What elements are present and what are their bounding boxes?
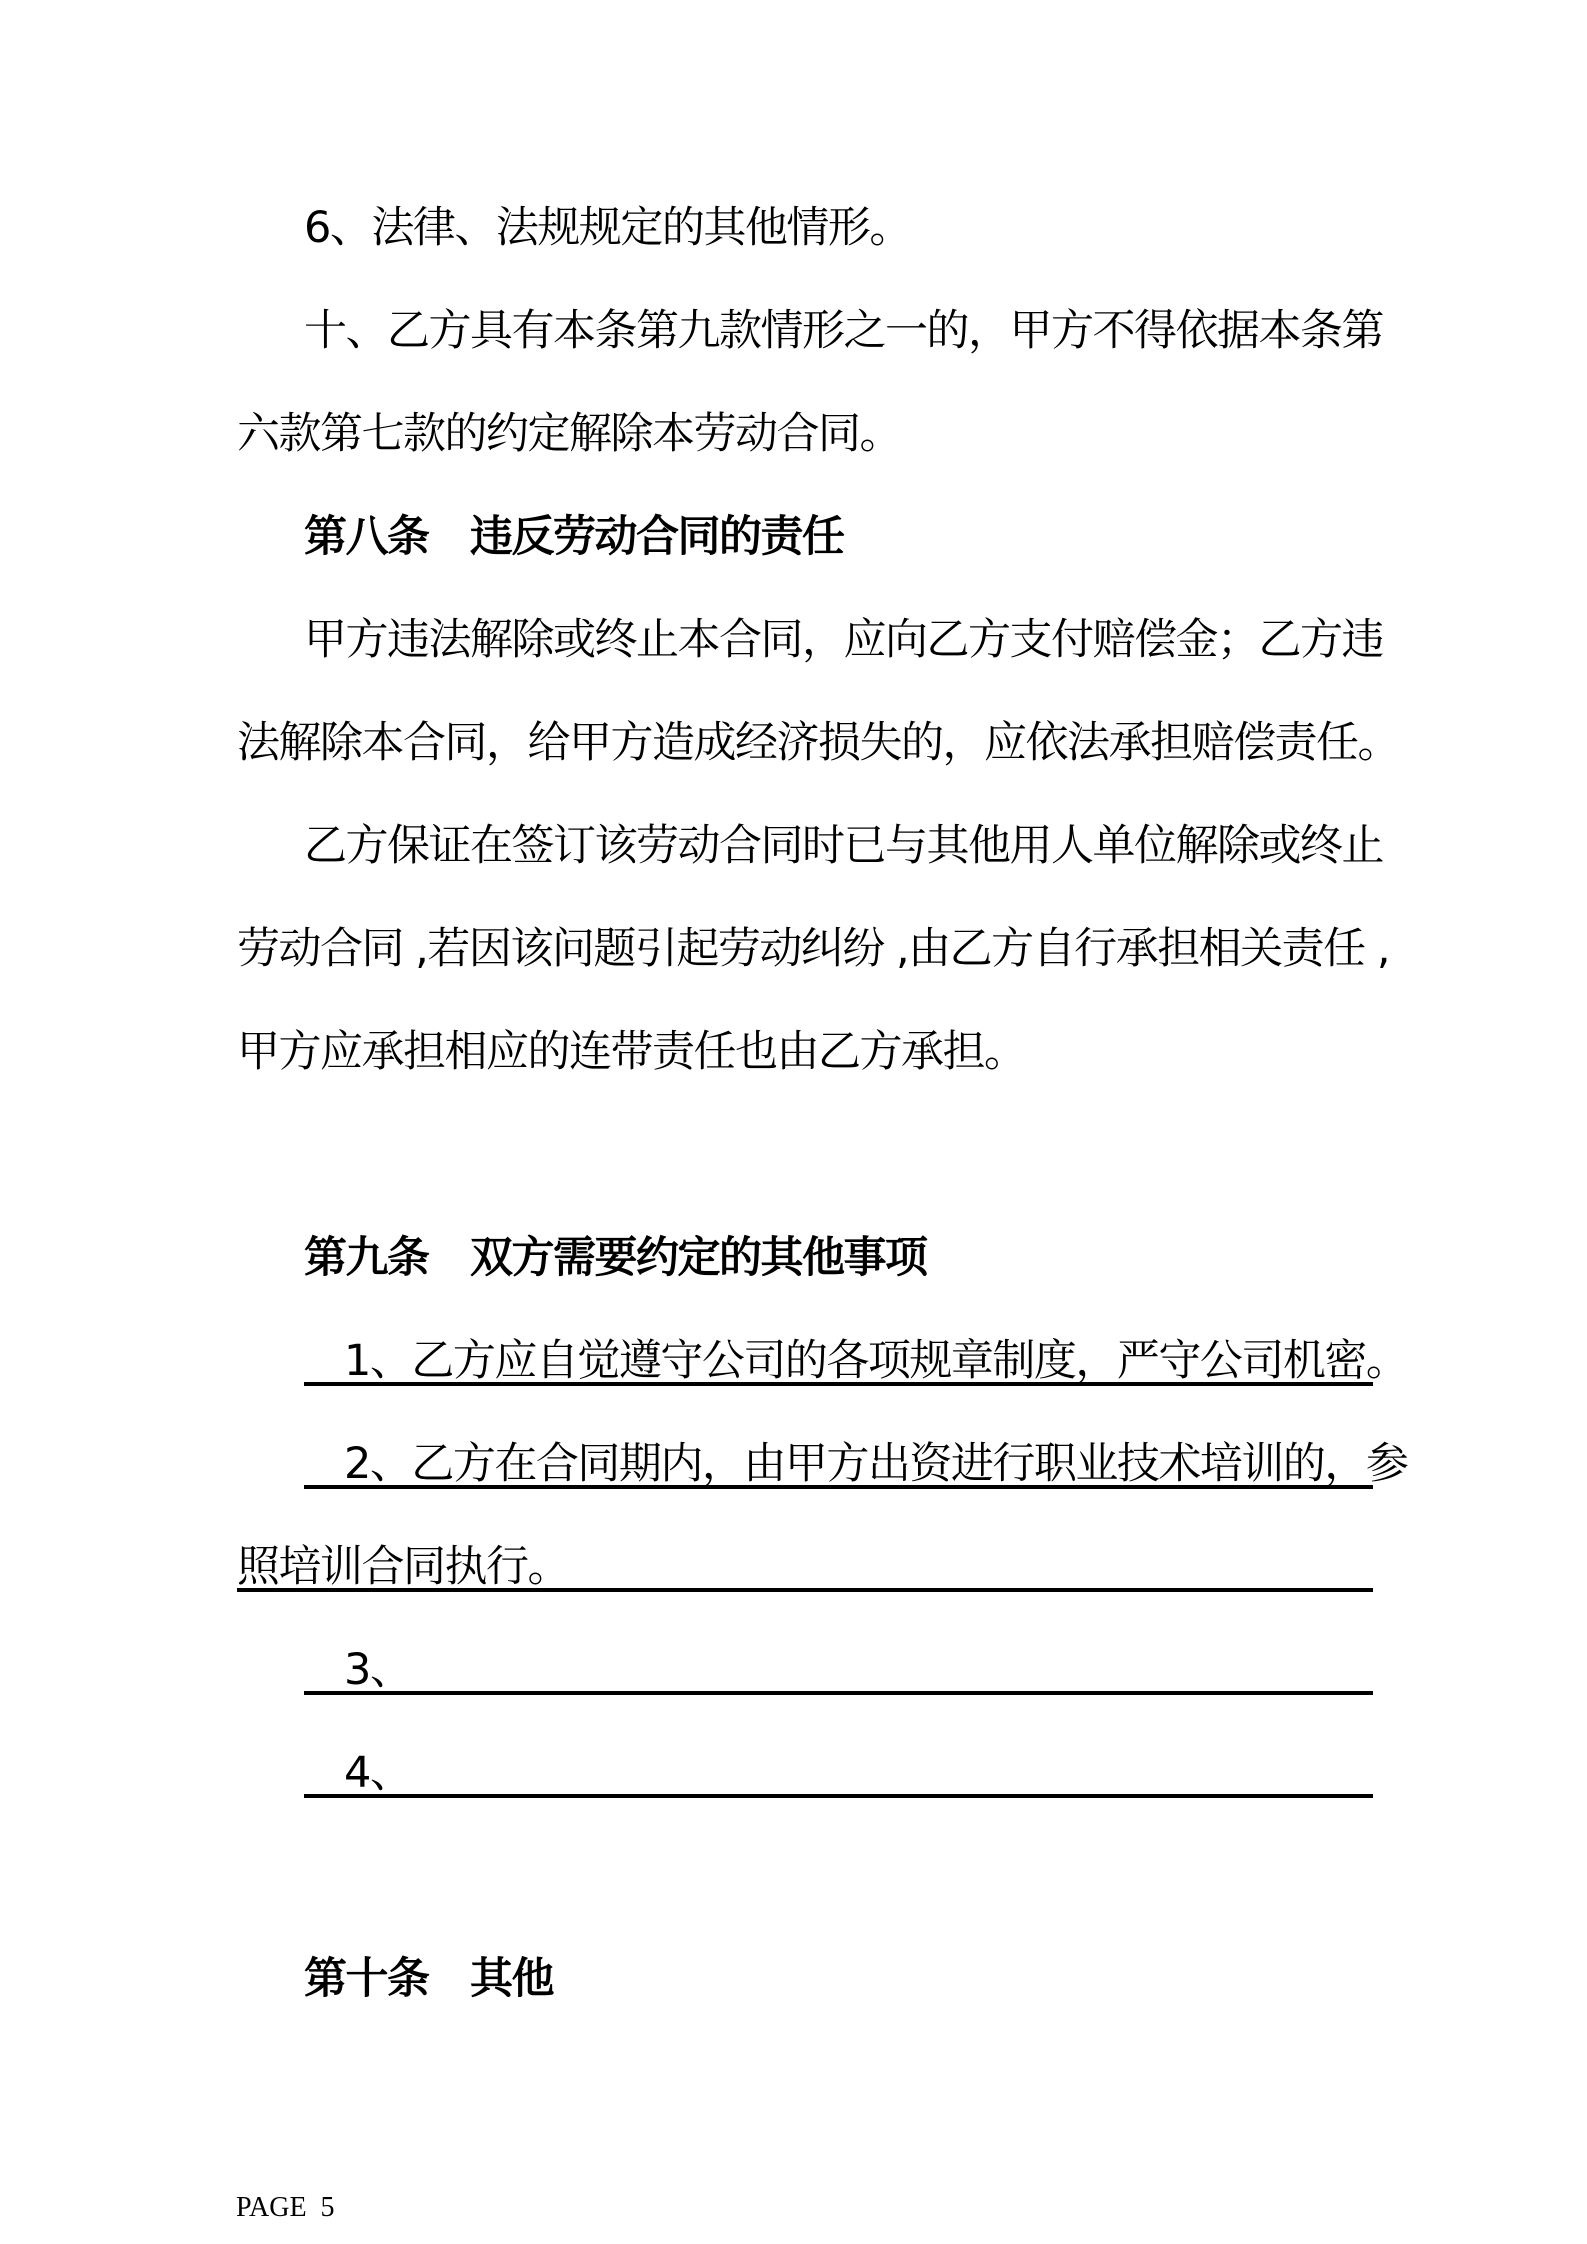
paragraph-line: 十、乙方具有本条第九款情形之一的，甲方不得依据本条第 [304,306,1383,356]
underlined-clause: 2、乙方在合同期内，由甲方出资进行职业技术培训的，参 [304,1439,1373,1489]
paragraph-line: 甲方应承担相应的连带责任也由乙方承担。 [237,1027,1026,1077]
paragraph-line: 六款第七款的约定解除本劳动合同。 [237,409,901,459]
paragraph-line: 劳动合同 ,若因该问题引起劳动纠纷 ,由乙方自行承担相关责任 , [237,924,1390,974]
underlined-clause: 3、 [304,1645,1373,1695]
section-heading: 第八条 违反劳动合同的责任 [304,512,844,562]
section-heading: 第十条 其他 [304,1954,553,2004]
paragraph-line: 甲方违法解除或终止本合同，应向乙方支付赔偿金；乙方违 [304,615,1383,665]
paragraph-line: 乙方保证在签订该劳动合同时已与其他用人单位解除或终止 [304,821,1383,871]
page-number: PAGE 5 [236,2192,335,2223]
paragraph-line: 法解除本合同，给甲方造成经济损失的，应依法承担赔偿责任。 [237,718,1399,768]
underlined-clause: 照培训合同执行。 [237,1542,1373,1592]
underlined-clause: 4、 [304,1748,1373,1798]
paragraph-line: 6、法律、法规规定的其他情形。 [304,203,911,253]
section-heading: 第九条 双方需要约定的其他事项 [304,1233,927,1283]
underlined-clause: 1、乙方应自觉遵守公司的各项规章制度，严守公司机密。 [304,1336,1373,1386]
